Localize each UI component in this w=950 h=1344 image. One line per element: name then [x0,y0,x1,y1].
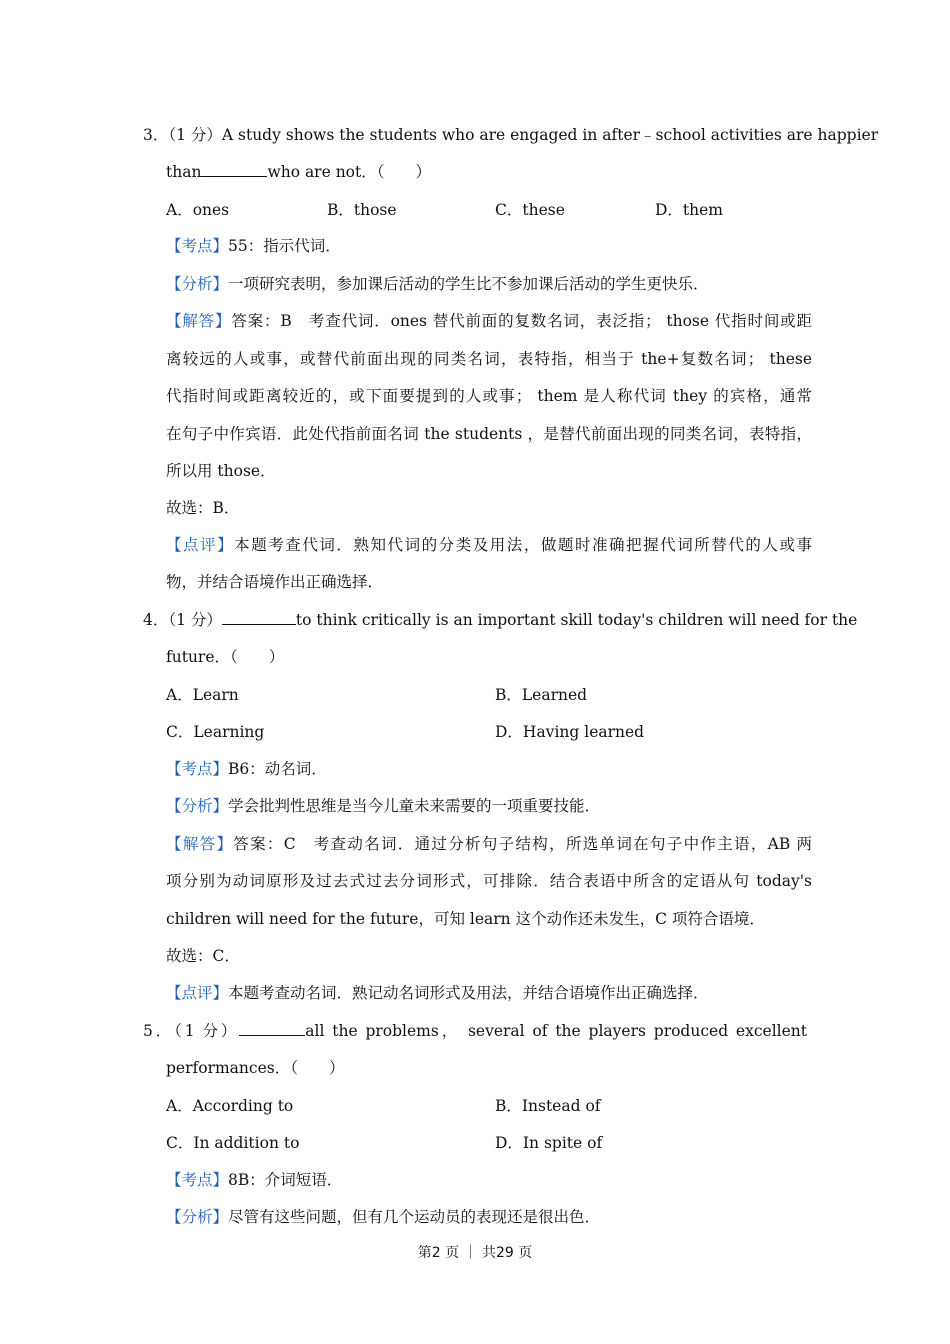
q3-option-d[interactable]: D．them [655,201,724,219]
q5-answer-blank [239,1021,305,1036]
q5-stem-post: all the problems， several of the players produced excellent [305,1022,808,1040]
q4-answer-blank [222,610,296,625]
q3-guxuan: 故选：B． [166,499,240,517]
q5-option-a[interactable]: A．According to [166,1097,294,1115]
q4-dianping-tag: 【点评】 [166,984,229,1002]
q3-stem-post: who are not．（ ） [267,163,431,181]
q5-fenxi-tag: 【分析】 [166,1208,229,1226]
q4-option-c[interactable]: C．Learning [166,723,265,741]
q3-jieda-line5: 所以用 those． [166,462,276,480]
q5-option-c[interactable]: C．In addition to [166,1134,300,1152]
q3-jieda-line4: 在句子中作宾语．此处代指前面名词 the students ，是替代前面出现的同类名词，表特指， [166,425,812,443]
q4-stem-post: to think critically is an important skill today's children will need for the [295,611,858,629]
q4-kaodian [166,759,327,779]
q3-fenxi [166,274,709,294]
q4-jieda-line1 [166,834,812,854]
q3-dianping-line1 [166,535,812,555]
q3-jieda-line3: 代指时间或距离较近的，或下面要提到的人或事； them 是人称代词 they 的宾格，通常 [166,387,812,405]
q3-jieda-line2: 离较远的人或事，或替代前面出现的同类名词，表特指，相当于 the+复数名词； these [166,350,812,368]
q5-stem-line2: performances．（ ） [166,1059,345,1077]
q4-dianping [166,983,709,1003]
q4-stem-line2: future．（ ） [166,648,285,666]
q4-kaodian-tag: 【考点】 [166,760,229,778]
q5-stem-line1 [143,1021,807,1041]
q3-fenxi-text: 一项研究表明，参加课后活动的学生比不参加课后活动的学生更快乐． [228,275,709,293]
q4-jieda-line2: 项分别为动词原形及过去式过去分词形式，可排除．结合表语中所含的定语从句 today's [166,872,812,890]
q3-option-c[interactable]: C．these [495,201,565,219]
q3-answer-blank [201,162,267,177]
q5-stem-pre: 5．（1 分） [143,1022,240,1040]
q4-option-d[interactable]: D．Having learned [495,723,645,741]
q5-kaodian-text: 8B：介词短语． [228,1171,343,1189]
q3-kaodian-tag: 【考点】 [166,237,229,255]
q4-jieda-line3: children will need for the future，可知 learn 这个动作还未发生，C 项符合语境． [166,910,765,928]
q3-jieda-line1 [166,311,812,331]
q4-fenxi-tag: 【分析】 [166,797,229,815]
q4-jieda-tag: 【解答】 [166,835,234,853]
q3-option-b[interactable]: B．those [327,201,397,219]
q5-kaodian [166,1170,342,1190]
q4-guxuan: 故选：C． [166,947,240,965]
q4-option-a[interactable]: A．Learn [166,686,239,704]
q4-kaodian-text: B6：动名词． [228,760,327,778]
q4-jieda-text1: 答案：C 考查动名词．通过分析句子结构，所选单词在句子中作主语，AB 两 [233,835,812,853]
q3-jieda-text1: 答案：B 考查代词．ones 替代前面的复数名词，表泛指； those 代指时间或距 [231,312,812,330]
q3-stem-line2 [166,162,431,182]
q3-fenxi-tag: 【分析】 [166,275,229,293]
q3-option-a[interactable]: A．ones [166,201,230,219]
q3-dianping-line2: 物，并结合语境作出正确选择． [166,573,384,591]
q4-fenxi-text: 学会批判性思维是当今儿童未来需要的一项重要技能． [228,797,601,815]
q3-dianping-text1: 本题考查代词．熟知代词的分类及用法，做题时准确把握代词所替代的人或事 [234,536,812,554]
q3-kaodian [166,236,341,256]
q5-fenxi [166,1207,600,1227]
q3-dianping-tag: 【点评】 [166,536,235,554]
q5-option-d[interactable]: D．In spite of [495,1134,603,1152]
q5-option-b[interactable]: B．Instead of [495,1097,601,1115]
q5-kaodian-tag: 【考点】 [166,1171,229,1189]
page-footer: 第2 页 ｜ 共29 页 [417,1245,533,1261]
q3-jieda-tag: 【解答】 [166,312,232,330]
q3-stem-line1: 3．（1 分）A study shows the students who are engaged in after﹣school activities are happier [143,126,879,144]
q4-fenxi [166,796,600,816]
q3-kaodian-text: 55：指示代词． [228,237,341,255]
q3-stem-pre: than [166,163,202,181]
q4-option-b[interactable]: B．Learned [495,686,588,704]
q4-stem-pre: 4．（1 分） [143,611,222,629]
q4-stem-line1 [143,610,858,630]
q5-fenxi-text: 尽管有这些问题，但有几个运动员的表现还是很出色． [228,1208,601,1226]
q4-dianping-text: 本题考查动名词．熟记动名词形式及用法，并结合语境作出正确选择． [228,984,709,1002]
